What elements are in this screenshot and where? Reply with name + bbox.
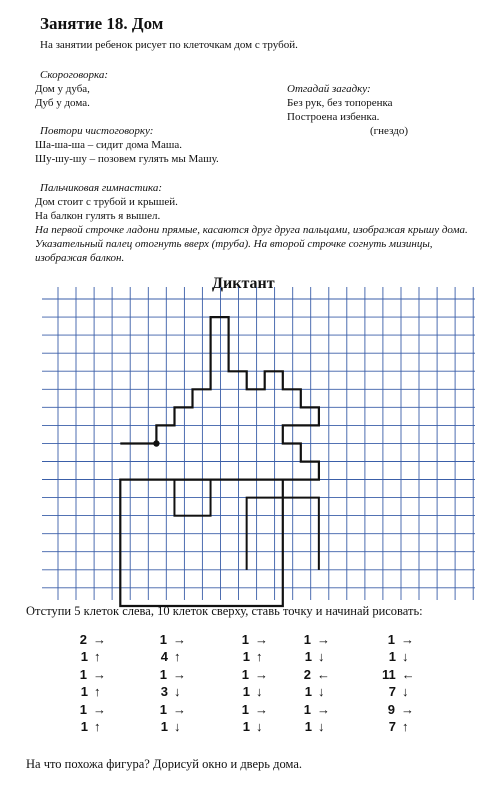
dictation-step xyxy=(236,649,268,665)
direction-arrow-icon: ← xyxy=(317,666,330,682)
step-count: 2 xyxy=(303,666,311,682)
riddle-line: Без рук, без топоренка xyxy=(287,97,393,109)
dictation-step xyxy=(154,719,186,735)
direction-arrow-icon: ↓ xyxy=(402,649,409,664)
step-count: 1 xyxy=(159,631,167,647)
step-count: 1 xyxy=(241,666,249,682)
step-count: 3 xyxy=(160,684,168,699)
direction-arrow-icon: ↓ xyxy=(256,719,263,734)
direction-arrow-icon: → xyxy=(401,701,414,717)
dictation-step xyxy=(74,631,106,647)
tongue-twister-line: Дом у дуба, xyxy=(35,83,90,95)
dictation-step xyxy=(154,701,186,717)
step-count: 1 xyxy=(80,684,88,699)
step-count: 1 xyxy=(242,719,250,734)
direction-arrow-icon: → xyxy=(255,631,268,647)
dictation-step xyxy=(298,719,330,735)
dictation-step xyxy=(154,631,186,647)
page-subtitle: На занятии ребенок рисует по клеточкам дом с трубой. xyxy=(40,39,298,51)
direction-arrow-icon: → xyxy=(93,701,106,717)
step-count: 1 xyxy=(303,631,311,647)
page-title: Занятие 18. Дом xyxy=(40,14,164,33)
direction-arrow-icon: ← xyxy=(401,666,415,682)
direction-arrow-icon: ↑ xyxy=(94,719,101,734)
direction-arrow-icon: ↓ xyxy=(174,719,181,734)
direction-arrow-icon: ↑ xyxy=(94,684,101,699)
dictation-step xyxy=(236,666,268,682)
start-point xyxy=(153,440,159,446)
step-count: 1 xyxy=(80,719,88,734)
riddle-label: Отгадай загадку: xyxy=(287,83,371,95)
direction-arrow-icon: → xyxy=(317,631,330,647)
direction-arrow-icon: → xyxy=(317,701,330,717)
dictation-step xyxy=(154,666,186,682)
pure-talk-label: Повтори чистоговорку: xyxy=(40,125,154,137)
pure-talk-line: Шу-шу-шу – позовем гулять мы Машу. xyxy=(35,153,219,165)
dictation-instruction: Отступи 5 клеток слева, 10 клеток сверху, ставь точку и начинай рисовать: xyxy=(26,604,423,618)
dictation-step xyxy=(154,684,186,700)
step-count: 1 xyxy=(303,701,311,717)
step-count: 1 xyxy=(304,684,312,699)
direction-arrow-icon: ↓ xyxy=(174,684,181,699)
tongue-twister-line: Дуб у дома. xyxy=(35,97,90,109)
dictation-step xyxy=(382,719,414,735)
direction-arrow-icon: → xyxy=(173,701,186,717)
direction-arrow-icon: → xyxy=(173,631,186,647)
tongue-twister-label: Скороговорка: xyxy=(40,69,109,81)
dictation-title: Диктант xyxy=(212,275,275,292)
finger-gym-description: На первой строчке ладони прямые, касаются друг друга пальцами, изображая крышу дома. Указательный палец отогнуть вверх (труба). На второй строчке согнуть мизинцы, изображая балкон. xyxy=(35,224,468,264)
direction-arrow-icon: ↓ xyxy=(256,684,263,699)
step-count: 1 xyxy=(387,631,395,647)
step-count: 4 xyxy=(160,649,168,664)
dictation-step xyxy=(382,649,414,665)
direction-arrow-icon: ↑ xyxy=(94,649,101,664)
dictation-step xyxy=(382,684,414,700)
step-count: 1 xyxy=(388,649,396,664)
step-count: 1 xyxy=(159,701,167,717)
pure-talk-line: Ша-ша-ша – сидит дома Маша. xyxy=(35,139,182,151)
direction-arrow-icon: → xyxy=(255,701,268,717)
direction-arrow-icon: ↓ xyxy=(318,649,325,664)
dictation-step xyxy=(74,649,106,665)
direction-arrow-icon: → xyxy=(255,666,268,682)
step-count: 1 xyxy=(80,649,88,664)
dictation-step xyxy=(382,701,414,717)
finger-gym-line: Дом стоит с трубой и крышей. xyxy=(35,196,178,208)
riddle-answer: (гнездо) xyxy=(370,125,408,137)
direction-arrow-icon: → xyxy=(93,631,106,647)
dictation-step xyxy=(236,631,268,647)
step-count: 1 xyxy=(160,719,168,734)
direction-arrow-icon: ↑ xyxy=(256,649,263,664)
direction-arrow-icon: ↑ xyxy=(402,719,409,734)
step-count: 1 xyxy=(242,684,250,699)
step-count: 11 xyxy=(382,666,396,682)
dictation-step xyxy=(298,666,330,682)
riddle-line: Построена избенка. xyxy=(287,111,380,123)
step-count: 1 xyxy=(159,666,167,682)
dictation-step xyxy=(236,719,268,735)
step-count: 1 xyxy=(241,631,249,647)
direction-arrow-icon: ↓ xyxy=(318,719,325,734)
dictation-step xyxy=(74,666,106,682)
direction-arrow-icon: → xyxy=(401,631,414,647)
dictation-step xyxy=(382,666,414,682)
step-count: 1 xyxy=(79,701,87,717)
direction-arrow-icon: → xyxy=(93,666,106,682)
step-count: 1 xyxy=(304,719,312,734)
dictation-step xyxy=(298,631,330,647)
dictation-step xyxy=(74,684,106,700)
dictation-step xyxy=(298,684,330,700)
finger-gym-line: На балкон гулять я вышел. xyxy=(35,210,161,222)
dictation-question: На что похожа фигура? Дорисуй окно и дверь дома. xyxy=(26,757,302,771)
direction-arrow-icon: ↑ xyxy=(174,649,181,664)
step-count: 1 xyxy=(79,666,87,682)
dictation-step xyxy=(236,684,268,700)
step-count: 1 xyxy=(304,649,312,664)
step-count: 2 xyxy=(79,631,87,647)
step-count: 7 xyxy=(388,684,396,699)
step-count: 1 xyxy=(241,701,249,717)
direction-arrow-icon: ↓ xyxy=(402,684,409,699)
dictation-step xyxy=(74,719,106,735)
dictation-step xyxy=(382,631,414,647)
finger-gym-label: Пальчиковая гимнастика: xyxy=(40,182,162,194)
dictation-step xyxy=(298,649,330,665)
dictation-step xyxy=(236,701,268,717)
step-count: 7 xyxy=(388,719,396,734)
dictation-step xyxy=(154,649,186,665)
step-count: 9 xyxy=(387,701,395,717)
direction-arrow-icon: → xyxy=(173,666,186,682)
step-count: 1 xyxy=(242,649,250,664)
dictation-step xyxy=(298,701,330,717)
grid-lines xyxy=(42,287,475,600)
dictation-step xyxy=(74,701,106,717)
direction-arrow-icon: ↓ xyxy=(318,684,325,699)
